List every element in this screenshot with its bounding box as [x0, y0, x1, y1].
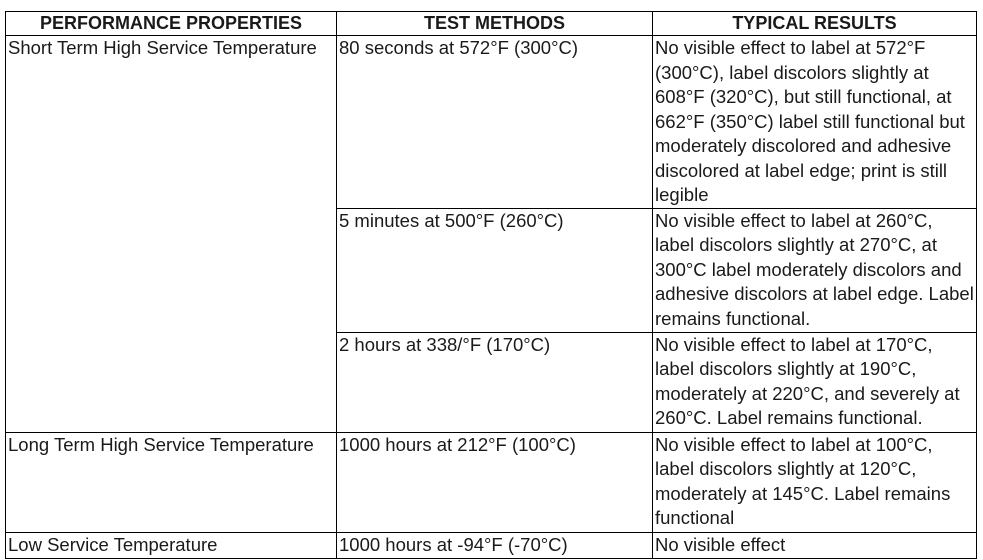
table-row [6, 36, 977, 209]
test-method-cell: 1000 hours at -94°F (-70°C) [337, 532, 653, 558]
typical-result-cell: No visible effect to label at 260°C, label discolors slightly at 270°C, at 300°C label moderately discolors and adhesive discolors at label edge. Label remains functional. [653, 208, 977, 332]
property-cell-long-term: Long Term High Service Temperature [6, 432, 337, 532]
typical-result-cell: No visible effect to label at 572°F (300°C), label discolors slightly at 608°F (320°C), but still functional, at 662°F (350°C) label still functional but moderately discolored and adhesive discolored at label edge; print is still legible [653, 36, 977, 209]
typical-result-cell: No visible effect [653, 532, 977, 558]
typical-result-cell: No visible effect to label at 100°C, label discolors slightly at 120°C, moderately at 145°C. Label remains functional [653, 432, 977, 532]
property-cell-low-service: Low Service Temperature [6, 532, 337, 558]
property-cell-short-term: Short Term High Service Temperature [6, 36, 337, 433]
test-method-cell: 1000 hours at 212°F (100°C) [337, 432, 653, 532]
header-typical-results: TYPICAL RESULTS [653, 12, 977, 36]
header-performance-properties: PERFORMANCE PROPERTIES [6, 12, 337, 36]
table-row [6, 532, 977, 558]
test-method-cell: 2 hours at 338/°F (170°C) [337, 332, 653, 432]
test-method-cell: 80 seconds at 572°F (300°C) [337, 36, 653, 209]
header-row [6, 12, 977, 36]
test-method-cell: 5 minutes at 500°F (260°C) [337, 208, 653, 332]
table-row [6, 432, 977, 532]
header-test-methods: TEST METHODS [337, 12, 653, 36]
typical-result-cell: No visible effect to label at 170°C, label discolors slightly at 190°C, moderately at 220°C, and severely at 260°C. Label remains functional. [653, 332, 977, 432]
performance-properties-table [5, 11, 977, 559]
